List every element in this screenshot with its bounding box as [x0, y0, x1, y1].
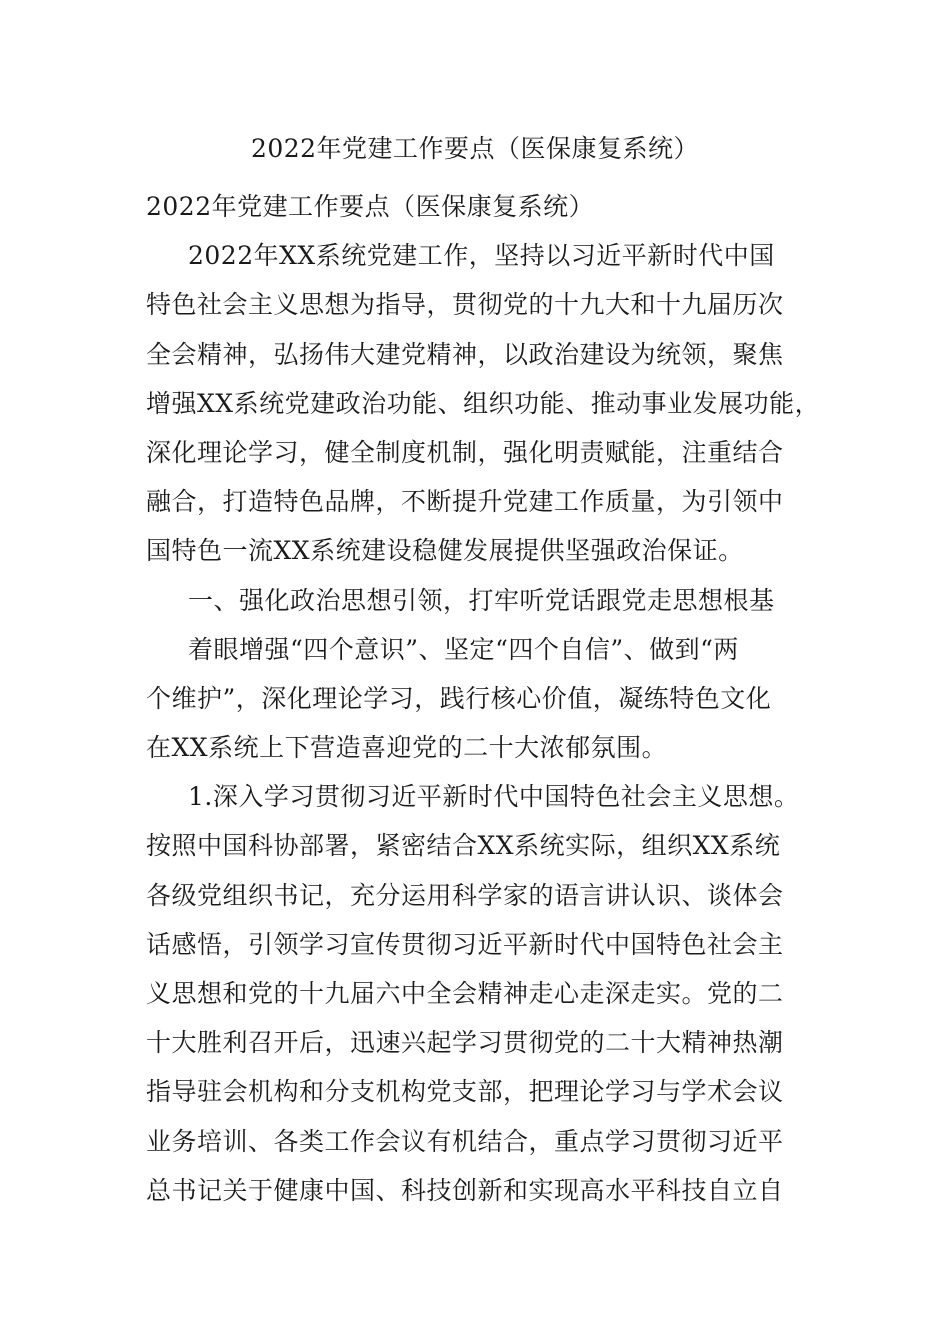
paragraph-line: 义思想和党的十九届六中全会精神走心走深走实。党的二 — [146, 979, 784, 1008]
subsection-heading: 1.深入学习贯彻习近平新时代中国特色社会主义思想。 — [188, 782, 800, 812]
paragraph-line: 话感悟，引领学习宣传贯彻习近平新时代中国特色社会主 — [146, 929, 784, 959]
paragraph-line: 特色社会主义思想为指导，贯彻党的十九大和十九届历次 — [146, 290, 784, 320]
section-heading: 一、强化政治思想引领，打牢听党话跟党走思想根基 — [188, 585, 775, 615]
paragraph-line: 2022年XX系统党建工作，坚持以习近平新时代中国 — [188, 241, 775, 271]
paragraph-line: 全会精神，弘扬伟大建党精神，以政治建设为统领，聚焦 — [146, 339, 784, 369]
paragraph-line: 个维护”，深化理论学习，践行核心价值，凝练特色文化 — [146, 683, 772, 713]
paragraph-line: 指导驻会机构和分支机构党支部，把理论学习与学术会议 — [146, 1077, 784, 1107]
paragraph-line: 融合，打造特色品牌，不断提升党建工作质量，为引领中 — [146, 487, 784, 517]
paragraph-line: 按照中国科协部署，紧密结合XX系统实际，组织XX系统 — [146, 831, 781, 861]
paragraph-line: 总书记关于健康中国、科技创新和实现高水平科技自立自 — [146, 1175, 784, 1205]
subtitle-line: 2022年党建工作要点（医保康复系统） — [146, 192, 595, 221]
paragraph-line: 国特色一流XX系统建设稳健发展提供坚强政治保证。 — [146, 536, 744, 566]
paragraph-line: 深化理论学习，健全制度机制，强化明责赋能，注重结合 — [146, 437, 784, 467]
paragraph-line: 着眼增强“四个意识”、坚定“四个自信”、做到“两 — [188, 634, 739, 664]
document-body — [146, 182, 826, 1215]
paragraph-line: 业务培训、各类工作会议有机结合，重点学习贯彻习近平 — [146, 1126, 784, 1156]
paragraph-line: 增强XX系统党建政治功能、组织功能、推动事业发展功能， — [146, 388, 821, 418]
paragraph-line: 十大胜利召开后，迅速兴起学习贯彻党的二十大精神热潮 — [146, 1028, 784, 1058]
paragraph-line: 各级党组织书记，充分运用科学家的语言讲认识、谈体会 — [146, 880, 784, 910]
paragraph-line: 在XX系统上下营造喜迎党的二十大浓郁氛围。 — [146, 733, 668, 763]
document-title: 2022年党建工作要点（医保康复系统） — [250, 134, 700, 163]
